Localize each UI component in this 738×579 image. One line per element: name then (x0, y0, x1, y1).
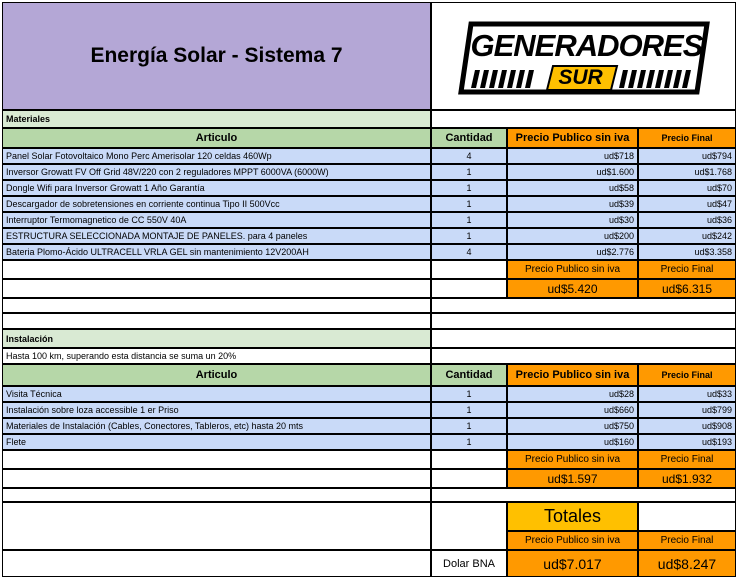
empty-cell (2, 450, 431, 469)
materiales-row-5-articulo: Interruptor Termomagnetico de CC 550V 40A (2, 212, 431, 228)
col-header-precio-final: Precio Final (638, 364, 736, 386)
materiales-row-1-articulo: Panel Solar Fotovoltaico Mono Perc Amerisolar 120 celdas 460Wp (2, 148, 431, 164)
instalacion-row-4-articulo: Flete (2, 434, 431, 450)
empty-cell (431, 348, 736, 364)
section-label-materiales: Materiales (2, 110, 431, 128)
materiales-subtotal-label-precio-final: Precio Final (638, 260, 736, 279)
materiales-row-5-cantidad: 1 (431, 212, 507, 228)
section-label-instalacion: Instalación (2, 329, 431, 348)
materiales-row-4-articulo: Descargador de sobretensiones en corriente continua Tipo II 500Vcc (2, 196, 431, 212)
dolar-bna-label: Dolar BNA (431, 550, 507, 577)
empty-cell (2, 550, 431, 577)
instalacion-distance-note: Hasta 100 km, superando esta distancia se suma un 20% (2, 348, 431, 364)
col-header-precio-publico: Precio Publico sin iva (507, 128, 638, 148)
instalacion-row-2-articulo: Instalación sobre loza accessible 1 er Priso (2, 402, 431, 418)
generadores-sur-logo (457, 16, 711, 96)
instalacion-row-3-precio-publico: ud$750 (507, 418, 638, 434)
materiales-subtotal-precio-final: ud$6.315 (638, 279, 736, 298)
instalacion-row-4-precio-publico: ud$160 (507, 434, 638, 450)
empty-cell (431, 450, 507, 469)
instalacion-row-2-precio-publico: ud$660 (507, 402, 638, 418)
instalacion-row-1-precio-final: ud$33 (638, 386, 736, 402)
materiales-row-7-precio-final: ud$3.358 (638, 244, 736, 260)
materiales-row-7-precio-publico: ud$2.776 (507, 244, 638, 260)
materiales-row-7-articulo: Bateria Plomo-Ácido ULTRACELL VRLA GEL sin mantenimiento 12V200AH (2, 244, 431, 260)
empty-cell (431, 110, 736, 128)
empty-cell (638, 502, 736, 531)
col-header-precio-publico: Precio Publico sin iva (507, 364, 638, 386)
materiales-row-5-precio-publico: ud$30 (507, 212, 638, 228)
empty-cell (431, 260, 507, 279)
brand-logo (431, 2, 736, 110)
col-header-precio-final: Precio Final (638, 128, 736, 148)
materiales-row-3-precio-publico: ud$58 (507, 180, 638, 196)
instalacion-subtotal-precio-publico: ud$1.597 (507, 469, 638, 488)
col-header-articulo: Articulo (2, 364, 431, 386)
instalacion-row-3-articulo: Materiales de Instalación (Cables, Conectores, Tableros, etc) hasta 20 mts (2, 418, 431, 434)
totales-label-precio-final: Precio Final (638, 531, 736, 550)
empty-cell (431, 488, 736, 502)
col-header-cantidad: Cantidad (431, 128, 507, 148)
materiales-row-5-precio-final: ud$36 (638, 212, 736, 228)
materiales-row-6-precio-publico: ud$200 (507, 228, 638, 244)
instalacion-row-4-cantidad: 1 (431, 434, 507, 450)
materiales-row-6-precio-final: ud$242 (638, 228, 736, 244)
materiales-subtotal-precio-publico: ud$5.420 (507, 279, 638, 298)
empty-cell (2, 313, 431, 329)
totales-title: Totales (507, 502, 638, 531)
instalacion-row-1-precio-publico: ud$28 (507, 386, 638, 402)
materiales-row-4-cantidad: 1 (431, 196, 507, 212)
logo-text-generadores: GENERADORES (470, 28, 703, 63)
materiales-row-6-articulo: ESTRUCTURA SELECCIONADA MONTAJE DE PANELES. para 4 paneles (2, 228, 431, 244)
materiales-row-2-cantidad: 1 (431, 164, 507, 180)
instalacion-row-1-cantidad: 1 (431, 386, 507, 402)
materiales-row-1-precio-final: ud$794 (638, 148, 736, 164)
instalacion-row-3-precio-final: ud$908 (638, 418, 736, 434)
instalacion-row-1-articulo: Visita Técnica (2, 386, 431, 402)
instalacion-subtotal-precio-final: ud$1.932 (638, 469, 736, 488)
materiales-row-7-cantidad: 4 (431, 244, 507, 260)
materiales-row-2-precio-publico: ud$1.600 (507, 164, 638, 180)
empty-cell (2, 502, 431, 550)
totales-precio-publico: ud$7.017 (507, 550, 638, 577)
materiales-row-4-precio-publico: ud$39 (507, 196, 638, 212)
instalacion-subtotal-label-precio-publico: Precio Publico sin iva (507, 450, 638, 469)
empty-cell (431, 279, 507, 298)
instalacion-row-2-cantidad: 1 (431, 402, 507, 418)
empty-cell (431, 329, 736, 348)
empty-cell (431, 313, 736, 329)
materiales-row-3-precio-final: ud$70 (638, 180, 736, 196)
materiales-row-3-cantidad: 1 (431, 180, 507, 196)
empty-cell (431, 502, 507, 550)
materiales-subtotal-label-precio-publico: Precio Publico sin iva (507, 260, 638, 279)
materiales-row-1-precio-publico: ud$718 (507, 148, 638, 164)
empty-cell (431, 298, 736, 313)
empty-cell (2, 260, 431, 279)
materiales-row-2-articulo: Inversor Growatt FV Off Grid 48V/220 con 2 reguladores MPPT 6000VA (6000W) (2, 164, 431, 180)
col-header-articulo: Articulo (2, 128, 431, 148)
logo-text-sur: SUR (558, 66, 603, 89)
totales-label-precio-publico: Precio Publico sin iva (507, 531, 638, 550)
materiales-row-6-cantidad: 1 (431, 228, 507, 244)
empty-cell (431, 469, 507, 488)
instalacion-row-2-precio-final: ud$799 (638, 402, 736, 418)
empty-cell (2, 488, 431, 502)
materiales-row-4-precio-final: ud$47 (638, 196, 736, 212)
materiales-row-2-precio-final: ud$1.768 (638, 164, 736, 180)
instalacion-row-4-precio-final: ud$193 (638, 434, 736, 450)
empty-cell (2, 469, 431, 488)
totales-precio-final: ud$8.247 (638, 550, 736, 577)
empty-cell (2, 298, 431, 313)
col-header-cantidad: Cantidad (431, 364, 507, 386)
instalacion-row-3-cantidad: 1 (431, 418, 507, 434)
materiales-row-3-articulo: Dongle Wifi para Inversor Growatt 1 Año Garantía (2, 180, 431, 196)
page-title: Energía Solar - Sistema 7 (2, 2, 431, 110)
materiales-row-1-cantidad: 4 (431, 148, 507, 164)
empty-cell (2, 279, 431, 298)
instalacion-subtotal-label-precio-final: Precio Final (638, 450, 736, 469)
